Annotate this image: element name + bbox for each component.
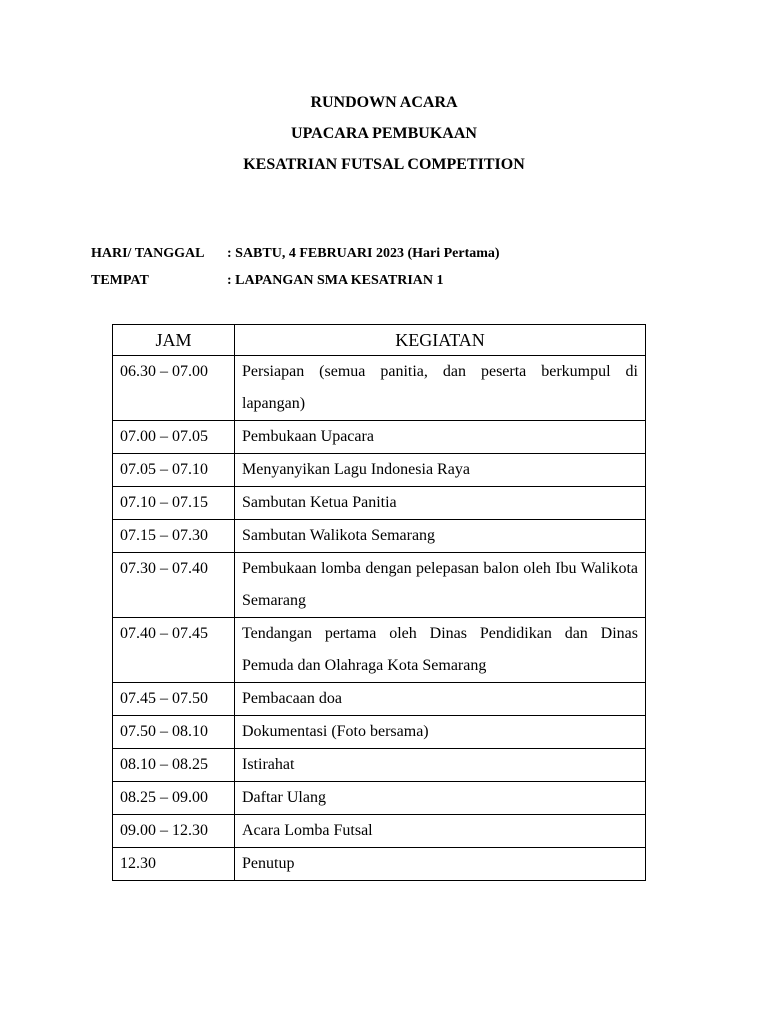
time-cell: 07.10 – 07.15 — [113, 487, 235, 520]
time-cell: 06.30 – 07.00 — [113, 356, 235, 421]
activity-cell: Dokumentasi (Foto bersama) — [235, 716, 646, 749]
event-subtitle: UPACARA PEMBUKAAN — [291, 125, 477, 142]
place-label: TEMPAT — [91, 273, 149, 288]
activity-cell: Sambutan Walikota Semarang — [235, 520, 646, 553]
table-row — [113, 421, 646, 454]
table-row — [113, 618, 646, 683]
rundown-table — [112, 324, 646, 881]
time-cell: 07.50 – 08.10 — [113, 716, 235, 749]
time-cell: 09.00 – 12.30 — [113, 815, 235, 848]
table-row — [113, 848, 646, 881]
table-row — [113, 520, 646, 553]
time-cell: 07.45 – 07.50 — [113, 683, 235, 716]
table-row — [113, 749, 646, 782]
activity-cell: Daftar Ulang — [235, 782, 646, 815]
table-row — [113, 454, 646, 487]
activity-cell: Acara Lomba Futsal — [235, 815, 646, 848]
table-row — [113, 782, 646, 815]
date-label: HARI/ TANGGAL — [91, 246, 205, 261]
time-cell: 07.15 – 07.30 — [113, 520, 235, 553]
activity-cell: Tendangan pertama oleh Dinas Pendidikan dan Dinas Pemuda dan Olahraga Kota Semarang — [235, 618, 646, 683]
column-header-activity: KEGIATAN — [235, 325, 646, 356]
time-cell: 07.30 – 07.40 — [113, 553, 235, 618]
date-value: : SABTU, 4 FEBRUARI 2023 (Hari Pertama) — [227, 246, 500, 261]
competition-name: KESATRIAN FUTSAL COMPETITION — [243, 156, 525, 173]
time-cell: 07.05 – 07.10 — [113, 454, 235, 487]
column-header-time: JAM — [113, 325, 235, 356]
time-cell: 07.00 – 07.05 — [113, 421, 235, 454]
time-cell: 07.40 – 07.45 — [113, 618, 235, 683]
table-row — [113, 716, 646, 749]
table-row — [113, 683, 646, 716]
activity-cell: Menyanyikan Lagu Indonesia Raya — [235, 454, 646, 487]
activity-cell: Sambutan Ketua Panitia — [235, 487, 646, 520]
table-row — [113, 553, 646, 618]
activity-cell: Persiapan (semua panitia, dan peserta berkumpul di lapangan) — [235, 356, 646, 421]
table-header-row — [113, 325, 646, 356]
time-cell: 08.10 – 08.25 — [113, 749, 235, 782]
activity-cell: Pembukaan lomba dengan pelepasan balon oleh Ibu Walikota Semarang — [235, 553, 646, 618]
place-value: : LAPANGAN SMA KESATRIAN 1 — [227, 273, 444, 288]
activity-cell: Pembacaan doa — [235, 683, 646, 716]
time-cell: 12.30 — [113, 848, 235, 881]
time-cell: 08.25 – 09.00 — [113, 782, 235, 815]
table-row — [113, 815, 646, 848]
activity-cell: Pembukaan Upacara — [235, 421, 646, 454]
document-title: RUNDOWN ACARA — [310, 94, 458, 111]
table-row — [113, 487, 646, 520]
activity-cell: Istirahat — [235, 749, 646, 782]
activity-cell: Penutup — [235, 848, 646, 881]
table-row — [113, 356, 646, 421]
